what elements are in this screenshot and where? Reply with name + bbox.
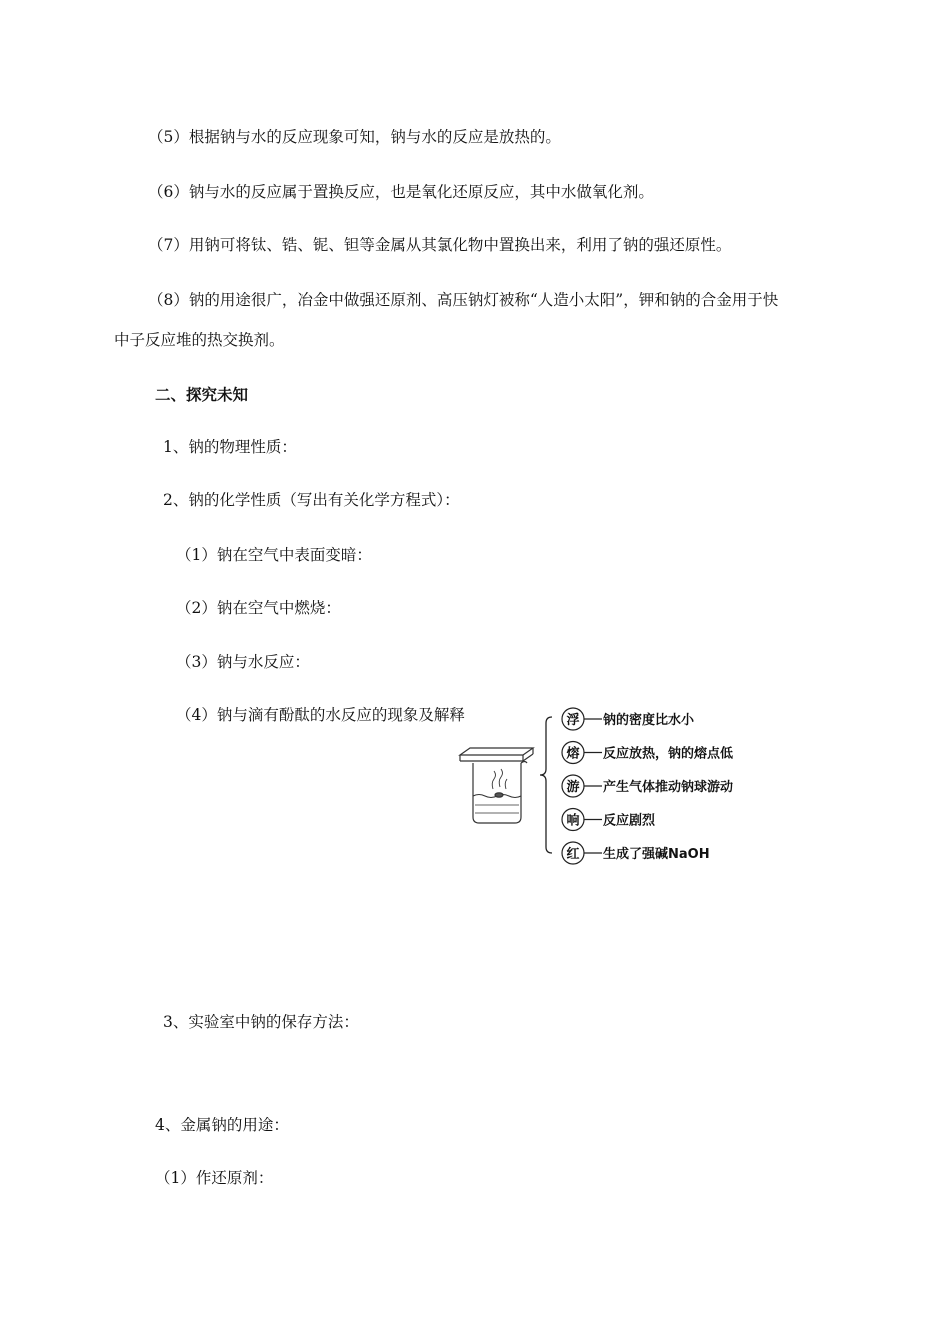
paragraph-8-line2: 中子反应堆的热交换剂。: [114, 331, 285, 349]
diagram-item: [562, 742, 734, 764]
beaker-illustration: [460, 748, 533, 823]
diagram-item: [562, 842, 710, 864]
question-2-4: （4）钠与滴有酚酞的水反应的现象及解释: [176, 706, 465, 724]
bracket: [540, 717, 552, 853]
diagram-items: [562, 708, 734, 864]
item-text: 反应剧烈: [603, 813, 656, 829]
item-char: 响: [566, 813, 580, 829]
paragraph-5: （5）根据钠与水的反应现象可知，钠与水的反应是放热的。: [148, 128, 561, 146]
paragraph-6: （6）钠与水的反应属于置换反应，也是氧化还原反应，其中水做氧化剂。: [148, 183, 654, 201]
item-text: 钠的密度比水小: [603, 713, 695, 728]
question-4-1: （1）作还原剂：: [155, 1169, 274, 1187]
item-char: 游: [566, 780, 580, 795]
question-3: 3、实验室中钠的保存方法：: [163, 1013, 359, 1031]
diagram-item: [562, 775, 733, 797]
question-1: 1、钠的物理性质：: [163, 438, 297, 456]
diagram-item: [562, 809, 656, 831]
item-char: 熔: [566, 746, 580, 762]
question-2-3: （3）钠与水反应：: [176, 653, 310, 671]
diagram-item: [562, 708, 695, 730]
paragraph-7: （7）用钠可将钛、锆、铌、钽等金属从其氯化物中置换出来，利用了钠的强还原性。: [148, 236, 732, 254]
sodium-water-reaction-diagram: [455, 703, 775, 873]
item-char: 浮: [566, 713, 580, 728]
paragraph-8-line1: （8）钠的用途很广，冶金中做强还原剂、高压钠灯被称“人造小太阳”，钾和钠的合金用于快: [148, 291, 779, 309]
question-2-1: （1）钠在空气中表面变暗：: [176, 546, 372, 564]
item-char: 红: [566, 847, 580, 862]
item-text: 生成了强碱NaOH: [603, 847, 710, 862]
item-text: 反应放热，钠的熔点低: [603, 746, 734, 762]
question-2-2: （2）钠在空气中燃烧：: [176, 599, 341, 617]
section-heading: 二、探究未知: [155, 386, 249, 404]
item-text: 产生气体推动钠球游动: [603, 780, 734, 795]
question-2: 2、钠的化学性质（写出有关化学方程式）：: [163, 491, 460, 509]
question-4: 4、金属钠的用途：: [155, 1116, 289, 1134]
